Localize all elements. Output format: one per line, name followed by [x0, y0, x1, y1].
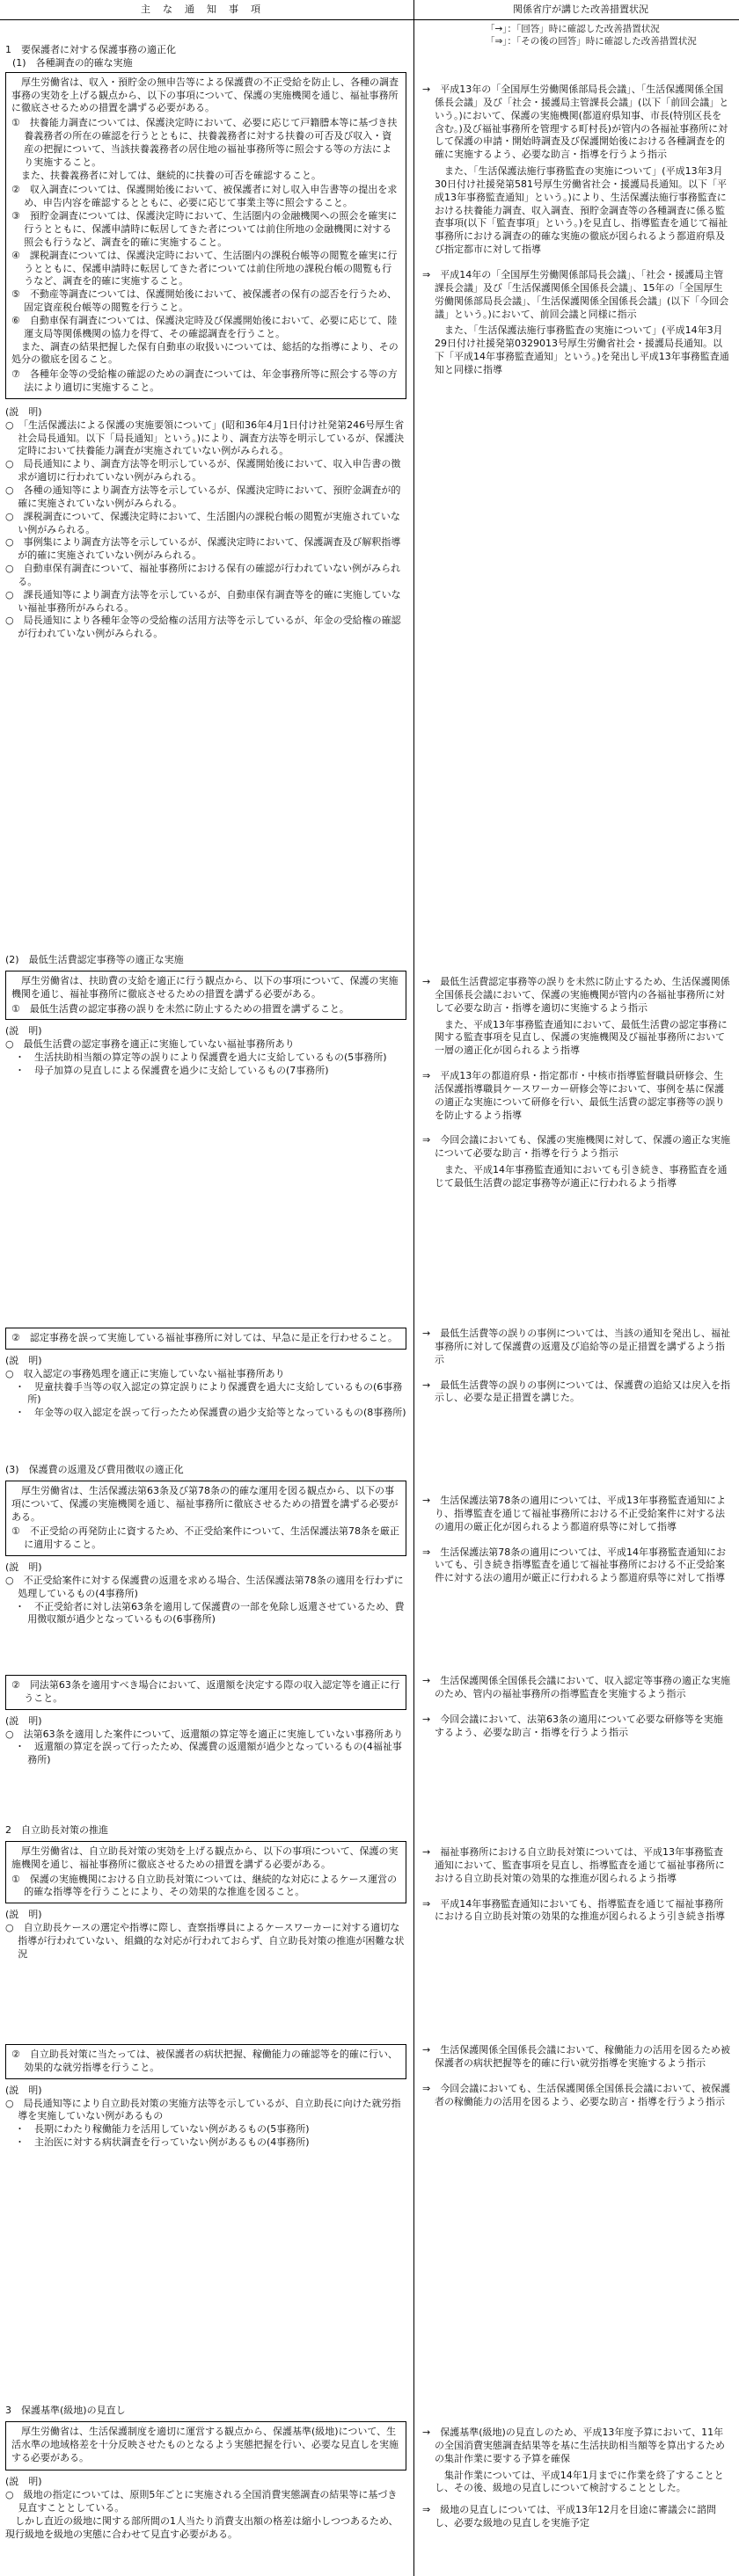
- measure-text: → 生活保護関係全国係長会議において、稼働能力の活用を図るため被保護者の病状把握等を的確に行い就労指導を実施するよう指示: [422, 2044, 730, 2069]
- legend: [486, 23, 732, 47]
- section-1-1-title: (1) 各種調査の的確な実施: [12, 56, 133, 69]
- explanation-head: (説 明): [5, 2084, 42, 2096]
- measure-text: → 平成13年の「全国厚生労働関係部局長会議」、「生活保護関係全国係長会議」及び「社会・援護局主管課長会議」(以下「前回会議」という。)において、保護の実施機関(都道府県知事、市長(特別区長を含む。)及び福祉事務所を管理する町村長)が管内の各福祉事務所に対して保護の申請・開始時調査及び保護開始後における各種調査を的確に実施するよう、必要な助言・指導を行うよう指示: [422, 84, 729, 161]
- para: また、調査の結果把握した保有自動車の取扱いについては、総括的な指導により、その処分の徹底を図ること。: [11, 340, 399, 366]
- explanation-item: ・ 生活扶助相当額の算定等の誤りにより保護費を過大に支給しているもの(5事務所): [15, 1052, 387, 1064]
- section-1-3-left: [5, 1464, 406, 1626]
- measure-text: ⇒ 級地の見直しについては、平成13年12月を目途に審議会に諮問し、必要な級地の見直しを実施予定: [422, 2504, 716, 2529]
- section-1-2-right: [422, 976, 730, 1194]
- measure-text: ⇒ 今回会議においても、生活保護関係全国係長会議において、被保護者の稼働能力の活用を図るよう、必要な助言・指導を行うよう指示: [422, 2082, 730, 2107]
- para: 厚生労働省は、生活保護制度を適切に運営する観点から、保護基準(級地)について、生活水準の地域格差を十分反映させたものとなるよう実態把握を行い、必要な見直しを実施する必要がある。: [11, 2425, 399, 2463]
- explanation-head: (説 明): [5, 1025, 42, 1037]
- header-left: 主な通知事項: [141, 4, 273, 15]
- section-2-box: [5, 1841, 406, 1903]
- section-2-right: [422, 1846, 730, 1927]
- explanation-head: (説 明): [5, 405, 42, 418]
- explanation-item: ・ 児童扶養手当等の収入認定の算定誤りにより保護費を過大に支給しているもの(6事務所): [15, 1380, 403, 1406]
- measure-text: → 生活保護関係全国係長会議において、収入認定等事務の適正な実施のため、管内の福祉事務所の指導監査を実施するよう指示: [422, 1675, 730, 1699]
- legend-line-1: 「→」：「回答」時に確認した改善措置状況: [486, 24, 660, 34]
- explanation-item: ○ 最低生活費の認定事務を適正に実施していない福祉事務所あり: [5, 1038, 295, 1051]
- measure-text: ⇒ 生活保護法第78条の適用については、平成14年事務監査通知においても、引き続き指導監査を通じて福祉事務所における不正受給案件に対する法の適用が厳正に行われるよう都道府県等に対して指導: [422, 1546, 726, 1584]
- section-1-2-box-2: [5, 1328, 406, 1350]
- section-2-left: [5, 1824, 406, 1961]
- section-1-2-left-b: [5, 1328, 406, 1420]
- measure-text: → 最低生活費等の誤りの事例については、保護費の追給又は戻入を指示し、必要な是正措置を講じた。: [422, 1379, 730, 1404]
- explanation-head: (説 明): [5, 1354, 42, 1366]
- item: ② 収入調査については、保護開始後において、被保護者に対し収入申告書等の提出を求め、申告内容を確認するとともに、必要に応じて事業主等に照会すること。: [11, 184, 398, 209]
- explanation-item: ・ 不正受給者に対し法第63条を適用して保護費の一部を免除し返還させているため、費用徴収額が過少となっているもの(6事務所): [15, 1600, 405, 1626]
- explanation-item: ・ 年金等の収入認定を誤って行ったため保護費の過少支給等となっているもの(8事務所): [15, 1407, 406, 1419]
- section-1-3-right: [422, 1495, 730, 1589]
- section-1-left: [5, 44, 406, 641]
- explanation-item: ・ 主治医に対する病状調査を行っていない例があるもの(4事務所): [15, 2136, 310, 2149]
- item: ③ 預貯金調査については、保護決定時において、生活圏内の金融機関への照会を確実に行うとともに、保護申請時に転居してきた者については前住所地の金融機関に対する照会も行うなど、調査を的確に実施すること。: [11, 210, 398, 248]
- section-1-1-box: [5, 72, 406, 399]
- explanation-item: ・ 返還額の算定を誤って行ったため、保護費の返還額が過少となっているもの(4福祉事務所): [15, 1741, 402, 1766]
- para: 厚生労働省は、扶助費の支給を適正に行う観点から、以下の事項について、保護の実施機関を通じ、福祉事務所に徹底させるための措置を講ずる必要がある。: [11, 974, 399, 1000]
- item: ① 保護の実施機関における自立助長対策については、継続的な対応によるケース運営の的確な指導等を行うことにより、その効果的な推進を図ること。: [11, 1873, 398, 1898]
- explanation-item: ○ 課税調査について、保護決定時において、生活圏内の課税台帳の閲覧が実施されていない例がみられる。: [5, 510, 400, 535]
- measure-text: → 今回会議において、法第63条の適用について必要な研修等を実施するよう、必要な助言・指導を行うよう指示: [422, 1713, 723, 1738]
- section-1-2-title: (2) 最低生活費認定事務等の適正な実施: [5, 954, 184, 965]
- item: ① 最低生活費の認定事務の誤りを未然に防止するための措置を講ずること。: [11, 1002, 349, 1015]
- section-2-left-b: [5, 2044, 406, 2150]
- section-1-title: 1 要保護者に対する保護事務の適正化: [5, 44, 176, 55]
- item: ⑤ 不動産等調査については、保護開始後において、被保護者の保有の認否を行うため、固定資産税台帳等の閲覧を行うこと。: [11, 288, 397, 314]
- item: ② 認定事務を誤って実施している福祉事務所に対しては、早急に是正を行わせること。: [11, 1332, 398, 1343]
- explanation-item: ○ 局長通知により各種年金等の受給権の活用方法等を示しているが、年金の受給権の確認が行われていない例がみられる。: [5, 615, 401, 640]
- measure-text: 集計作業については、平成14年1月までに作業を終了することとし、その後、級地の見直しについて検討することとした。: [435, 2469, 724, 2494]
- explanation-item: ○ 事例集により調査方法等を示しているが、保護決定時において、保護調査及び解釈指導が的確に実施されていない例がみられる。: [5, 536, 401, 562]
- section-1-3-right-b: [422, 1675, 730, 1743]
- para: 厚生労働省は、収入・預貯金の無申告等による保護費の不正受給を防止し、各種の調査事務の実効を上げる観点から、以下の事項について、保護の実施機関を通じ、福祉事務所に徹底させるための措置を講ずる必要がある。: [11, 76, 399, 114]
- explanation-item: ○ 自動車保有調査について、福祉事務所における保有の確認が行われていない例がみられる。: [5, 563, 401, 587]
- measure-text: また、「生活保護法施行事務監査の実施について」(平成14年3月29日付け社援発第0329013号厚生労働省社会・援護局長通知。以下「平成14年事務監査通知」という。)を発出し平成13年事務監査通知と同様に指導: [435, 324, 729, 375]
- item: ④ 課税調査については、保護決定時において、生活圏内の課税台帳等の閲覧を確実に行うとともに、保護申請時に転居してきた者については前住所地の課税台帳の閲覧も行うなど、調査を的確に実施すること。: [11, 249, 398, 287]
- section-2-title: 2 自立助長対策の推進: [5, 1824, 108, 1836]
- explanation-item: ・ 母子加算の見直しによる保護費を過少に支給しているもの(7事務所): [15, 1064, 329, 1076]
- item: ② 自立助長対策に当たっては、被保護者の病状把握、稼働能力の確認等を的確に行い、効果的な就労指導を行うこと。: [11, 2048, 398, 2073]
- legend-line-2: 「⇒」：「その後の回答」時に確認した改善措置状況: [486, 36, 697, 47]
- explanation-item: ○ 不正受給案件に対する保護費の返還を求める場合、生活保護法第78条の適用を行わずに処理しているもの(4事務所): [5, 1574, 404, 1599]
- section-3-left: [5, 2405, 406, 2543]
- para: 厚生労働省は、生活保護法第63条及び第78条の的確な運用を図る観点から、以下の事項について、保護の実施機関を通じ、福祉事務所に徹底させるための措置を講ずる必要がある。: [11, 1484, 399, 1523]
- section-1-3-box: [5, 1481, 406, 1556]
- item: ⑦ 各種年金等の受給権の確認のための調査については、年金事務所等に照会する等の方法により適切に実施すること。: [11, 368, 398, 394]
- explanation-item: ・ 長期にわたり稼働能力を活用していない例があるもの(5事務所): [15, 2123, 310, 2136]
- explanation-head: (説 明): [5, 1714, 42, 1727]
- explanation-item: ○ 局長通知等により自立助長対策の実施方法等を示しているが、自立助長に向けた就労指導を実施していない例があるもの: [5, 2097, 401, 2122]
- section-1-2-box: [5, 971, 406, 1021]
- measure-text: → 最低生活費認定事務等の誤りを未然に防止するため、生活保護関係全国係長会議において、保護の実施機関が管内の各福祉事務所に対して必要な助言・指導を適切に実施するよう指示: [422, 976, 730, 1014]
- measure-text: → 最低生活費等の誤りの事例については、当該の通知を発出し、福祉事務所に対して保護費の返還及び追給等の是正措置を講ずるよう指示: [422, 1328, 730, 1365]
- explanation-item: ○ 級地の指定については、原則5年ごとに実施される全国消費実態調査の結果等に基づき見直すこととしている。: [5, 2489, 398, 2514]
- measure-text: ⇒ 平成13年の都道府県・指定都市・中核市指導監督職員研修会、生活保護指導職員ケースワーカー研修会等において、事例を基に保護の適正な実施について研修を行い、最低生活費の認定事務等の誤りを防止するよう指導: [422, 1070, 725, 1121]
- section-1-right: [422, 84, 730, 381]
- section-3-box: [5, 2421, 406, 2471]
- measure-text: また、平成13年事務監査通知において、最低生活費の認定事務に関する監査事項を見直し、保護の実施機関及び福祉事務所において一層の適正化が図られるよう指導: [435, 1018, 728, 1057]
- explanation-item: ○ 収入認定の事務処理を適正に実施していない福祉事務所あり: [5, 1367, 285, 1379]
- explanation-head: (説 明): [5, 1909, 42, 1921]
- measure-text: また、平成14年事務監査通知においても引き続き、事務監査を通じて最低生活費の認定事務等が適正に行われるよう指導: [435, 1164, 728, 1189]
- item: ① 扶養能力調査については、保護決定時において、必要に応じて戸籍謄本等に基づき扶養義務者の所在の確認を行うとともに、扶養義務者に対する扶養の可否及び収入・資産の把握について、当該扶養義務者の居住地の福祉事務所等に照会する等の方法により実施すること。: [11, 117, 398, 168]
- measure-text: ⇒ 今回会議においても、保護の実施機関に対して、保護の適正な実施について必要な助言・指導を行うよう指示: [422, 1134, 730, 1160]
- section-1-3-title: (3) 保護費の返還及び費用徴収の適正化: [5, 1464, 184, 1475]
- section-1-2-right-b: [422, 1328, 730, 1408]
- measure-text: → 生活保護法第78条の適用については、平成13年事務監査通知により、指導監査を通じて福祉事務所における不正受給案件に対する法の適用の厳正化が図られるよう都道府県等に対して指導: [422, 1495, 726, 1532]
- table-header: [0, 0, 739, 20]
- header-right: 関係省庁が講じた改善措置状況: [513, 4, 648, 15]
- measure-text: → 保護基準(級地)の見直しのため、平成13年度予算において、11年の全国消費実態調査結果等を基に生活扶助相当額等を算出するための集計作業に要する予算を確保: [422, 2427, 725, 2464]
- item: ① 不正受給の再発防止に資するため、不正受給案件について、生活保護法第78条を厳正に適用すること。: [11, 1525, 399, 1551]
- para: また、扶養義務者に対しては、継続的に扶養の可否を確認すること。: [21, 169, 321, 181]
- section-2-right-b: [422, 2044, 730, 2112]
- section-1-2-left: [5, 954, 406, 1078]
- section-2-box-2: [5, 2044, 406, 2079]
- explanation-item: ○ 法第63条を適用した案件について、返還額の算定等を適正に実施していない事務所あり: [5, 1728, 404, 1740]
- section-1-3-left-b: [5, 1675, 406, 1767]
- explanation-item: ○ 各種の通知等により調査方法等を示しているが、保護決定時において、預貯金調査が的確に実施されていない例がみられる。: [5, 484, 401, 509]
- measure-text: → 福祉事務所における自立助長対策については、平成13年事務監査通知において、監査事項を見直し、指導監査を通じて福祉事務所における自立助長対策の効果的な推進が図られるよう指導: [422, 1846, 725, 1884]
- section-3-right: [422, 2427, 730, 2534]
- explanation-head: (説 明): [5, 1561, 42, 1574]
- measure-text: ⇒ 平成14年の「全国厚生労働関係部局長会議」、「社会・援護局主管課長会議」及び「生活保護関係全国係長会議」、15年の「全国厚生労働関係部局長会議」、「生活保護関係全国係長会議」(以下「今回会議」という。)において、前回会議と同様に指示: [422, 268, 729, 320]
- item: ⑥ 自動車保有調査については、保護決定時及び保護開始後において、必要に応じて、陸運支局等関係機関の協力を得て、その確認調査を行うこと。: [11, 314, 398, 339]
- explanation-item: ○ 自立助長ケースの選定や指導に際し、査察指導員によるケースワーカーに対する適切な指導が行われていない、組織的な対応が行われておらず、自立助長対策の推進が困難な状況: [5, 1922, 405, 1960]
- para: 厚生労働省は、自立助長対策の実効を上げる観点から、以下の事項について、保護の実施機関を通じ、福祉事務所に徹底させるための措置を講ずる必要がある。: [11, 1845, 399, 1870]
- item: ② 同法第63条を適用すべき場合において、返還額を決定する際の収入認定等を適正に行うこと。: [11, 1679, 400, 1704]
- column-divider: [413, 0, 414, 2576]
- section-1-3-box-2: [5, 1675, 406, 1710]
- measure-text: ⇒ 平成14年事務監査通知においても、指導監査を通じて福祉事務所における自立助長対策の効果的な推進が図られるよう引き続き指導: [422, 1897, 725, 1923]
- measure-text: また、「生活保護法施行事務監査の実施について」(平成13年3月30日付け社援発第581号厚生労働省社会・援護局長通知。以下「平成13年事務監査通知」という。)により、生活保護法施行事務監査における扶養能力調査、収入調査、預貯金調査等の各種調査に係る監査事項(以下「監査事項」という。)を見直し、指導監査を通じて福祉事務所における調査の的確な実施の徹底が図られるよう都道府県及び指定都市に対して指導: [435, 165, 728, 256]
- explanation-item: しかし直近の級地に関する部所間の1人当たり消費支出額の格差は縮小しつつあるため、現行級地を級地の実態に合わせて見直す必要がある。: [5, 2514, 399, 2540]
- explanation-head: (説 明): [5, 2476, 42, 2488]
- explanation-item: ○ 「生活保護法による保護の実施要領について」(昭和36年4月1日付け社発第246号厚生省社会局長通知。以下「局長通知」という。)により、調査方法等を明示しているが、保護決定時において扶養能力調査が実施されていない例がみられる。: [5, 418, 405, 457]
- explanation-item: ○ 課長通知等により調査方法等を示しているが、自動車保有調査等を的確に実施していない福祉事務所がみられる。: [5, 588, 401, 614]
- explanation-item: ○ 局長通知により、調査方法等を明示しているが、保護開始後において、収入申告書の徴求が適切に行われていない例がみられる。: [5, 458, 401, 484]
- section-3-title: 3 保護基準(級地)の見直し: [5, 2405, 126, 2416]
